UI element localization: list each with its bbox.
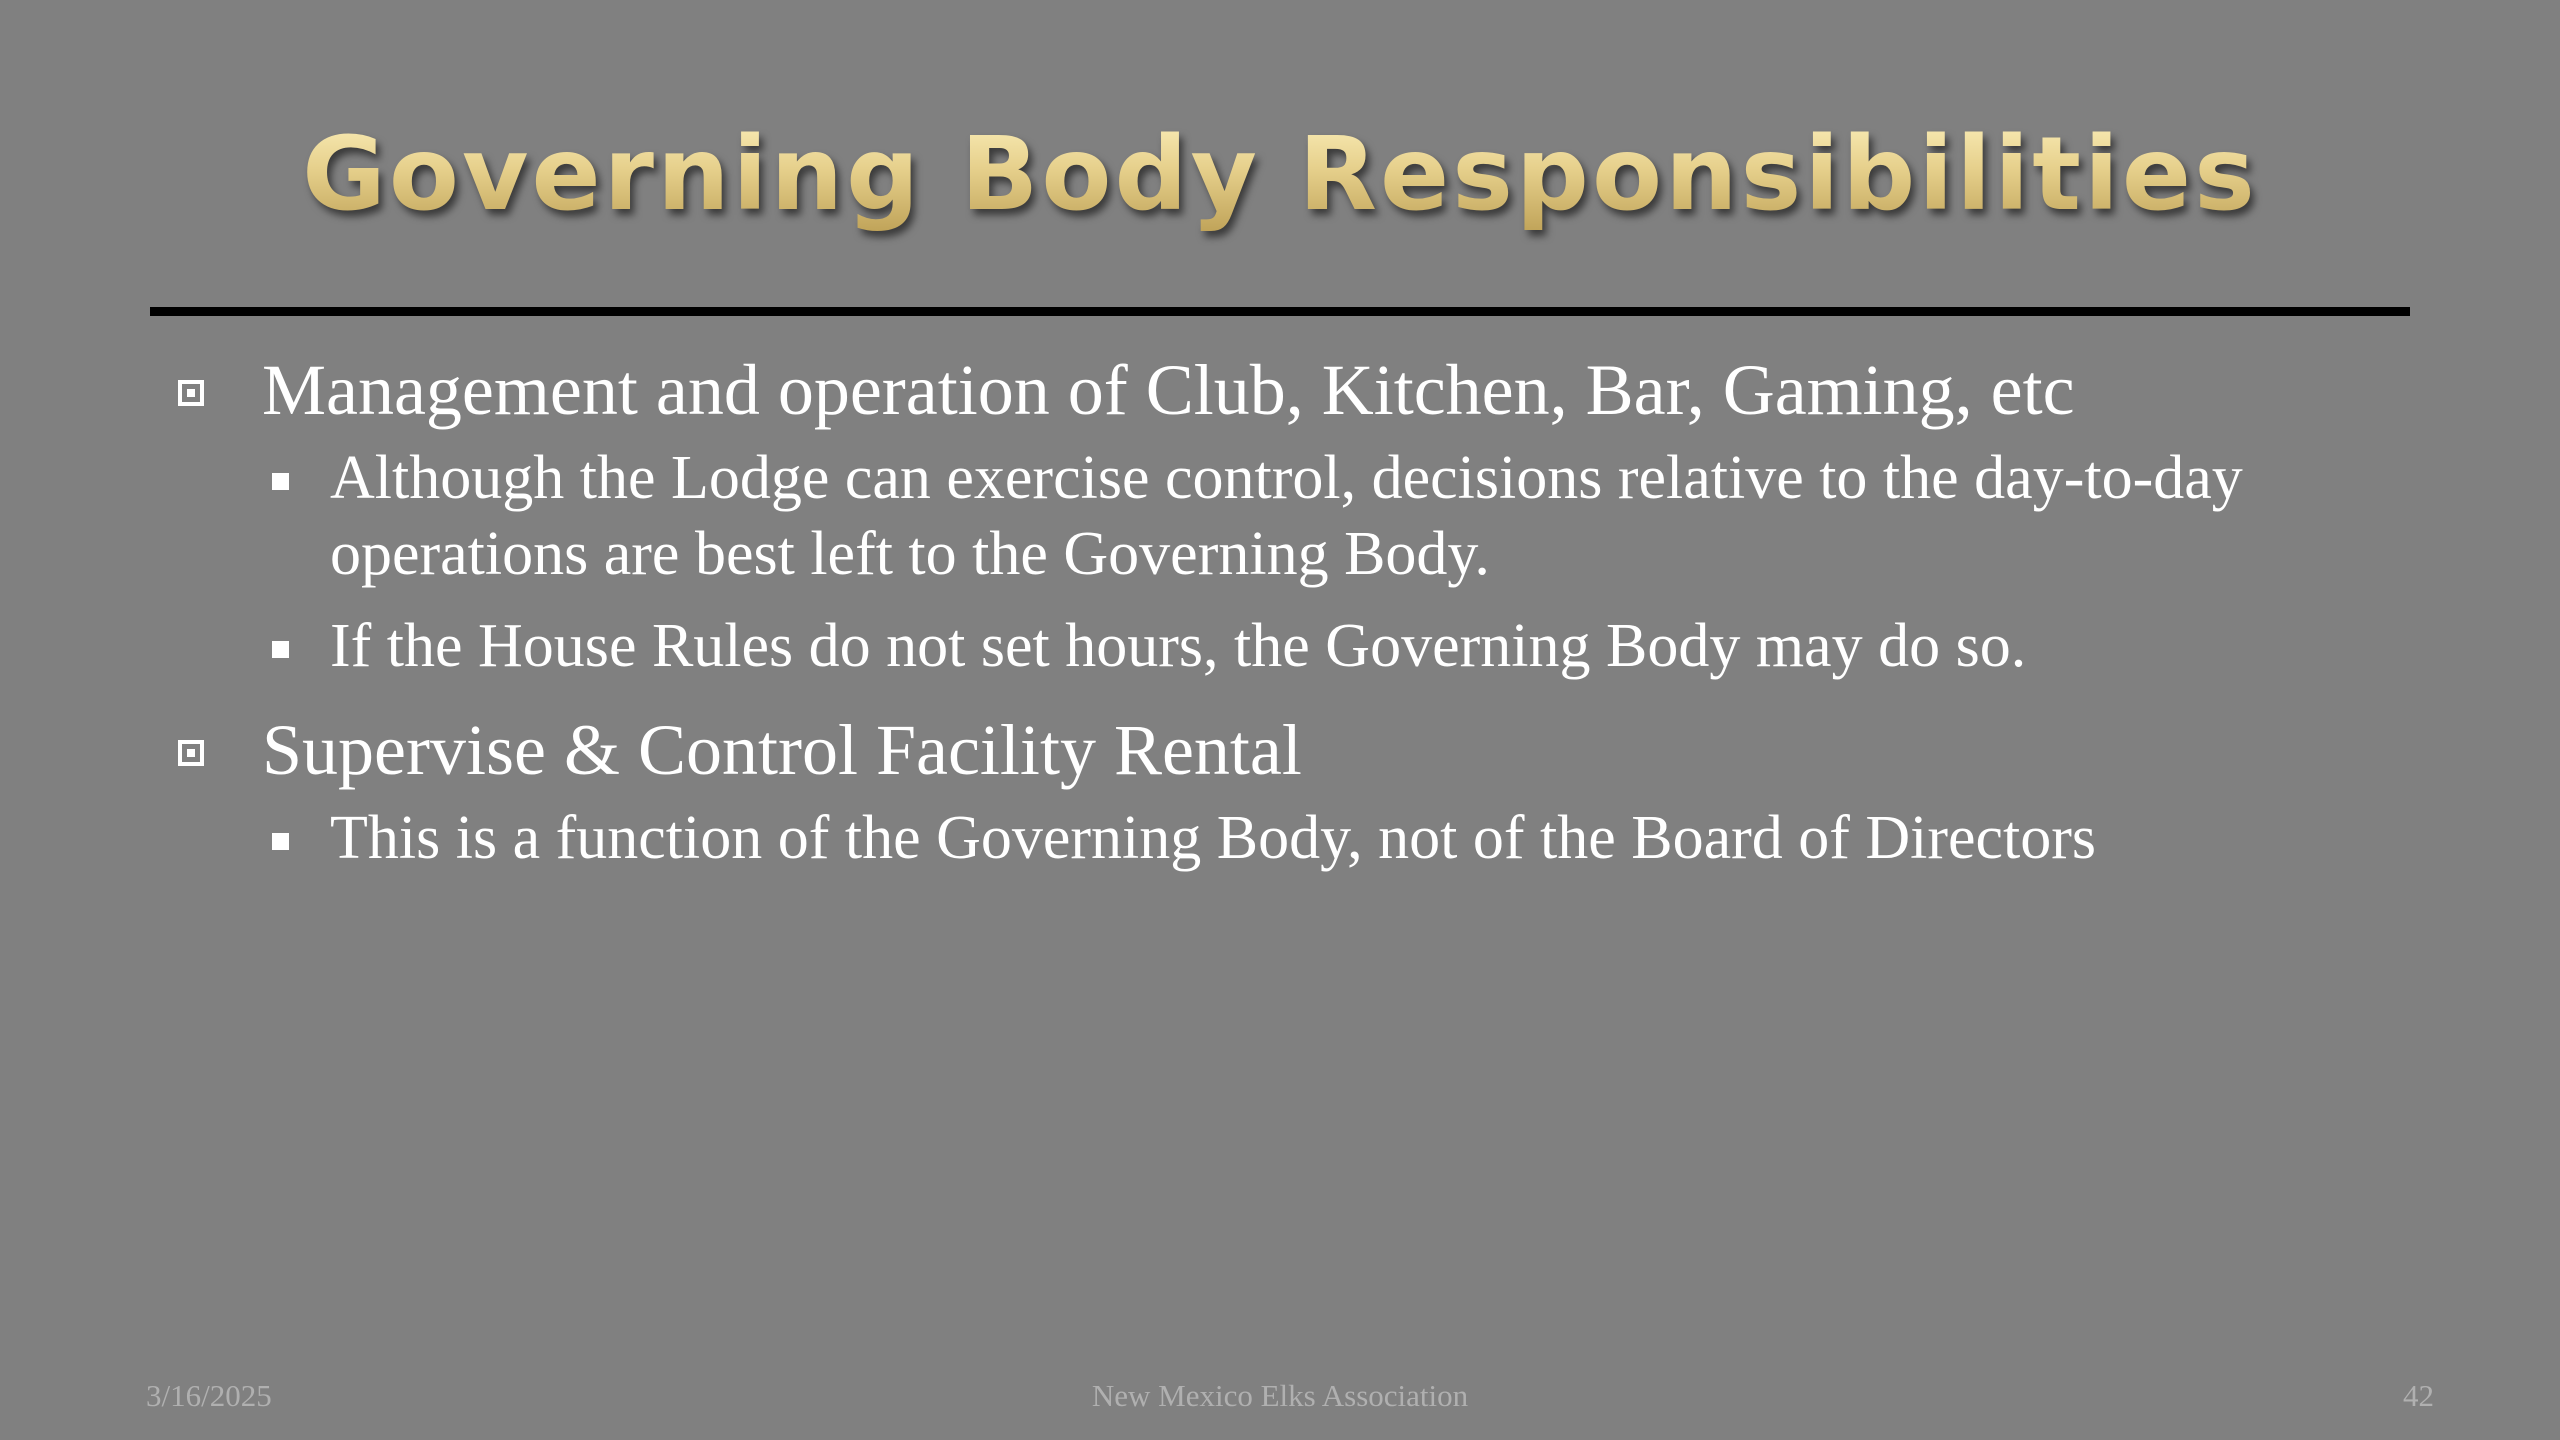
sub-bullet-text: This is a function of the Governing Body, not of the Board of Directors	[330, 804, 2097, 872]
sub-bullet-list	[272, 800, 2418, 876]
bullet-level2	[272, 608, 2418, 684]
slide-content	[178, 340, 2418, 892]
square-bullet-icon	[178, 380, 204, 406]
small-square-bullet-icon	[272, 473, 289, 490]
footer-page-number: 42	[2403, 1378, 2434, 1413]
footer-date: 3/16/2025	[146, 1378, 272, 1413]
footer-organization: New Mexico Elks Association	[1091, 1378, 1469, 1413]
bullet-text: Management and operation of Club, Kitchen, Bar, Gaming, etc	[262, 350, 2075, 430]
bullet-level1	[178, 700, 2418, 800]
bullet-level1	[178, 340, 2418, 440]
title-divider	[150, 307, 2410, 316]
sub-bullet-text: Although the Lodge can exercise control, decisions relative to the day-to-day operations are best left to the Governing Body.	[330, 444, 2243, 588]
bullet-text: Supervise & Control Facility Rental	[262, 710, 1302, 790]
sub-bullet-list	[272, 440, 2418, 684]
square-bullet-icon	[178, 740, 204, 766]
small-square-bullet-icon	[272, 833, 289, 850]
bullet-level2	[272, 800, 2418, 876]
sub-bullet-text: If the House Rules do not set hours, the Governing Body may do so.	[330, 612, 2027, 680]
small-square-bullet-icon	[272, 641, 289, 658]
bullet-level2	[272, 440, 2418, 592]
slide-title: Governing Body Responsibilities	[0, 105, 2560, 245]
